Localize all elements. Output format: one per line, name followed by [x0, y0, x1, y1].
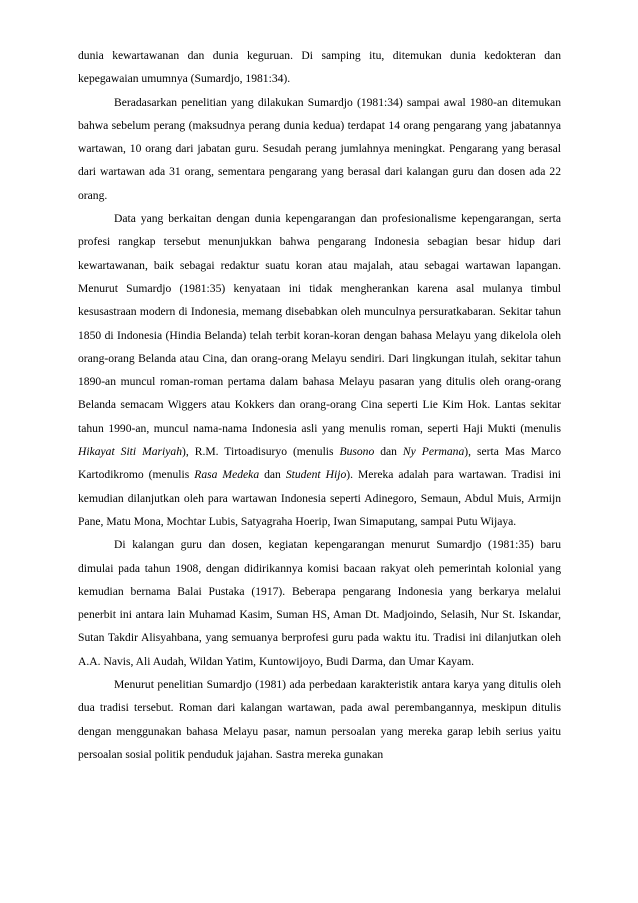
paragraph-continued [78, 44, 561, 91]
document-page [78, 44, 561, 766]
italic-title-text: Ny Permana [402, 445, 465, 459]
italic-title-text: Rasa Medeka [194, 468, 260, 482]
paragraph-text: Beradasarkan penelitian yang dilakukan Sumardjo (1981:34) sampai awal 1980-an ditemukan bahwa sebelum perang (maksudnya perang dunia kedua) terdapat 14 orang pengarang yang jabatannya wartawan, 10 orang dari jabatan guru. Sesudah perang jumlahnya meningkat. Pengarang yang berasal dari wartawan ada 31 orang, sementara pengarang yang berasal dari kalangan guru dan dosen ada 22 orang. [78, 95, 561, 202]
italic-title-text: Busono [339, 445, 375, 459]
paragraph-text: ), serta Mas Marco Kartodikromo (menulis [78, 445, 561, 482]
paragraph-characteristics [78, 673, 561, 766]
paragraph-text: dunia kewartawanan dan dunia keguruan. Di samping itu, ditemukan dunia kedokteran dan kepegawaian umumnya (Sumardjo, 1981:34). [78, 49, 561, 86]
paragraph-teacher-tradition [78, 533, 561, 673]
italic-title-text: Hikayat Siti Mariyah [78, 445, 182, 459]
paragraph-text: ), R.M. Tirtoadisuryo (menulis [182, 445, 340, 459]
paragraph-text: ). Mereka adalah para wartawan. Tradisi ini kemudian dilanjutkan oleh para wartawan Indonesia seperti Adinegoro, Semaun, Abdul Muis, Armijn Pane, Matu Mona, Mochtar Lubis, Satyagraha Hoerip, Iwan Simaputang, sampai Putu Wijaya. [78, 468, 561, 528]
paragraph-author-counts [78, 91, 561, 207]
paragraph-text: Menurut penelitian Sumardjo (1981) ada perbedaan karakteristik antara karya yang ditulis oleh dua tradisi tersebut. Roman dari kalangan wartawan, pada awal perembangannya, meskipun ditulis dengan menggunakan bahasa Melayu pasar, namun persoalan yang mereka garap lebih serius yaitu persoalan sosial politik penduduk jajahan. Sastra mereka gunakan [78, 678, 561, 761]
paragraph-text: dan [259, 468, 286, 482]
paragraph-text: Di kalangan guru dan dosen, kegiatan kepengarangan menurut Sumardjo (1981:35) baru dimulai pada tahun 1908, dengan didirikannya komisi bacaan rakyat oleh pemerintah kolonial yang kemudian bernama Balai Pustaka (1917). Beberapa pengarang Indonesia yang berkarya melalui penerbit ini antara lain Muhamad Kasim, Suman HS, Aman Dt. Madjoindo, Selasih, Nur St. Iskandar, Sutan Takdir Alisyahbana, yang semuanya berprofesi guru pada waktu itu. Tradisi ini dilanjutkan oleh A.A. Navis, Ali Audah, Wildan Yatim, Kuntowijoyo, Budi Darma, dan Umar Kayam. [78, 538, 561, 668]
paragraph-text: Data yang berkaitan dengan dunia kepengarangan dan profesionalisme kepengarangan, serta profesi rangkap tersebut menunjukkan bahwa pengarang Indonesia sebagian besar hidup dari kewartawanan, baik sebagai redaktur suatu koran atau majalah, atau sebagai wartawan lapangan. Menurut Sumardjo (1981:35) kenyataan ini tidak mengherankan karena asal mulanya timbul kesusastraan modern di Indonesia, memang disebabkan oleh munculnya persuratkabaran. Sekitar tahun 1850 di Indonesia (Hindia Belanda) telah terbit koran-koran dengan bahasa Melayu yang dikelola oleh orang-orang Belanda atau Cina, dan orang-orang Melayu sendiri. Dari lingkungan itulah, sekitar tahun 1890-an muncul roman-roman pertama dalam bahasa Melayu pasaran yang ditulis oleh orang-orang Belanda semacam Wiggers atau Kokkers dan orang-orang Cina seperti Lie Kim Hok. Lantas sekitar tahun 1990-an, muncul nama-nama Indonesia asli yang menulis roman, seperti Haji Mukti (menulis [78, 212, 561, 435]
paragraph-journalism-tradition [78, 207, 561, 533]
paragraph-text: dan [374, 445, 403, 459]
italic-title-text: Student Hijo [285, 468, 347, 482]
